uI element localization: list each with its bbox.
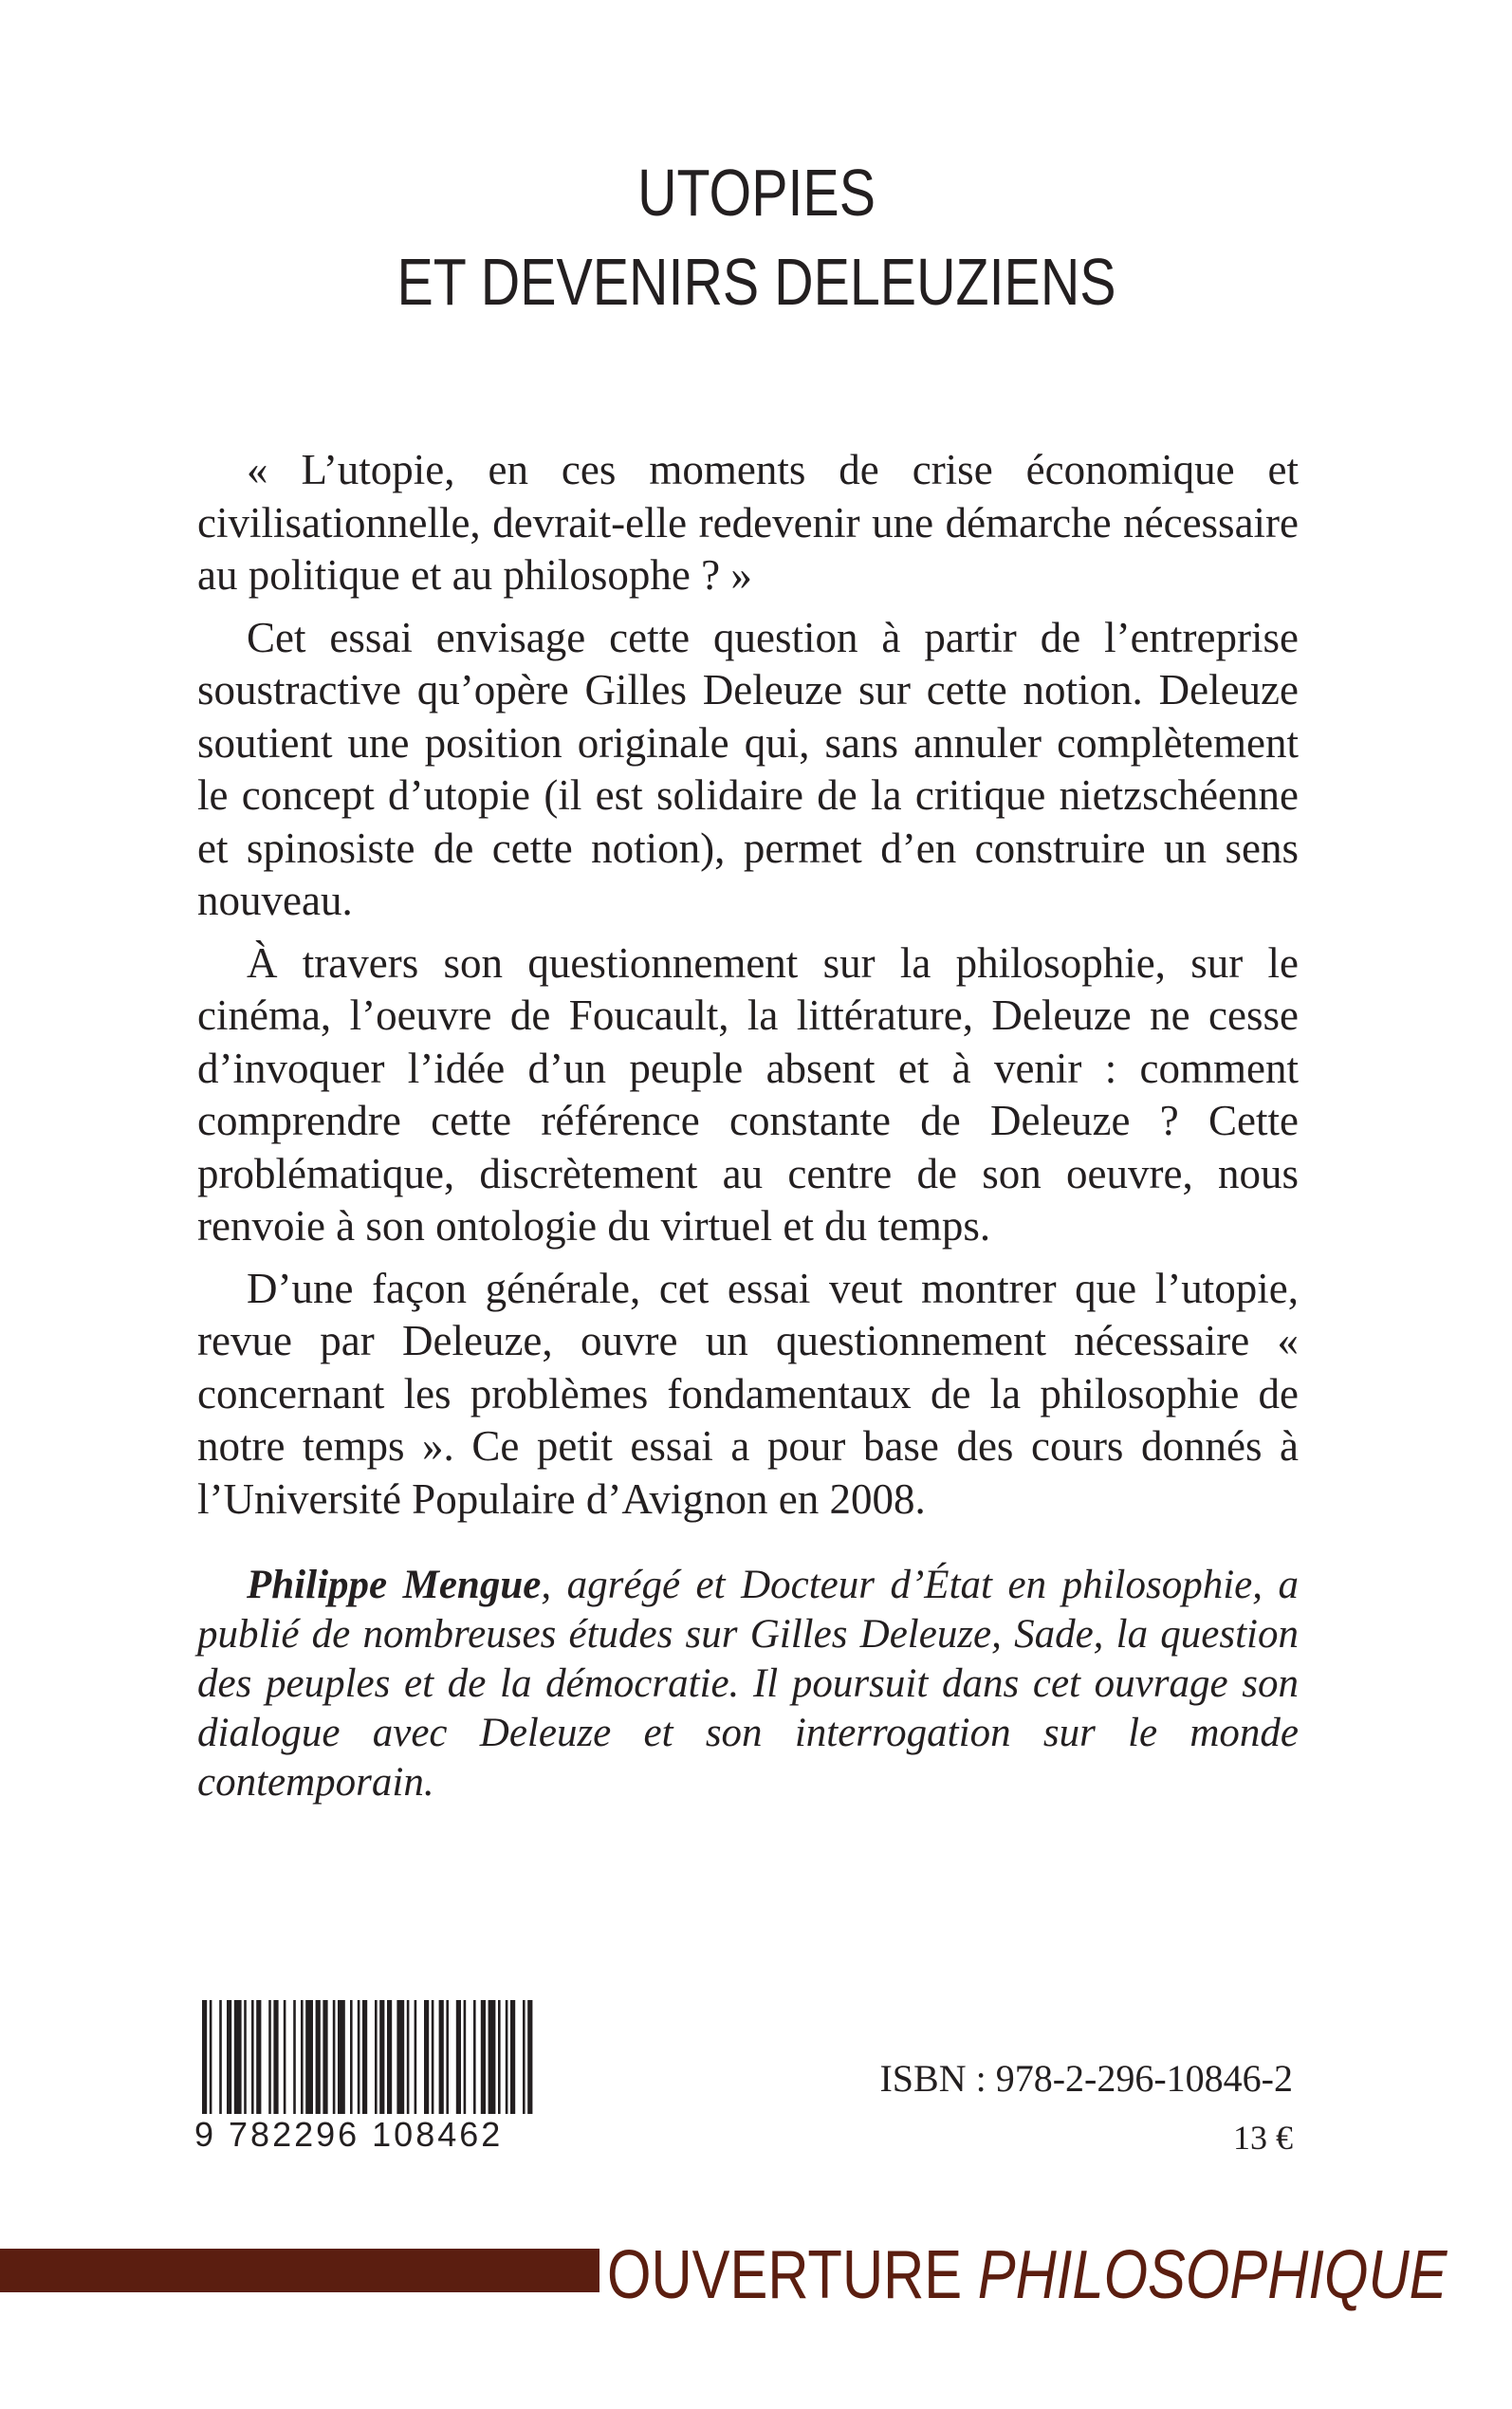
- barcode-bar: [219, 2000, 222, 2114]
- barcode-bar: [439, 2000, 444, 2114]
- barcode-bars: [194, 2000, 544, 2114]
- collection-bar: [0, 2249, 599, 2292]
- blurb-paragraph-3: À travers son questionnement sur la philosophie, sur le cinéma, l’oeuvre de Foucault, la littérature, Deleuze ne cesse d’invoquer l’idée d’un peuple absent et à venir : comment comprendre cette référence constante de Deleuze ? Cette problématique, discrètement au centre de son oeuvre, nous renvoie à son ontologie du virtuel et du temps.: [197, 938, 1299, 1250]
- barcode-bar: [301, 2000, 304, 2114]
- barcode-bar: [305, 2000, 313, 2114]
- collection-name-part-1: OUVERTURE: [607, 2237, 978, 2313]
- barcode-bar: [473, 2000, 476, 2114]
- barcode-bar: [523, 2000, 526, 2114]
- barcode-bar: [256, 2000, 261, 2114]
- barcode-bar: [234, 2000, 242, 2114]
- barcode-bar: [446, 2000, 449, 2114]
- barcode-bar: [510, 2000, 515, 2114]
- author-bio: [197, 1561, 1299, 1807]
- isbn: ISBN : 978-2-296-10846-2: [879, 2057, 1293, 2100]
- barcode-bar: [432, 2000, 434, 2114]
- book-title-line-2: ET DEVENIRS DELEUZIENS: [396, 245, 1116, 319]
- barcode-digits: 9 782296 108462: [194, 2114, 544, 2156]
- barcode-bar: [362, 2000, 367, 2114]
- barcode-bar: [489, 2000, 496, 2114]
- barcode-bar: [396, 2000, 404, 2114]
- barcode-bar: [323, 2000, 327, 2114]
- book-title-line-1: UTOPIES: [637, 156, 876, 230]
- barcode-bar: [251, 2000, 254, 2114]
- barcode-bar: [284, 2000, 286, 2114]
- barcode-bar: [358, 2000, 360, 2114]
- barcode-bar: [498, 2000, 501, 2114]
- collection-name: [607, 2237, 1447, 2313]
- barcode-bar: [293, 2000, 296, 2114]
- blurb-paragraph-1: « L’utopie, en ces moments de crise économique et civilisationnelle, devrait-elle redevenir une démarche nécessaire au politique et au philosophe ? »: [197, 446, 1299, 599]
- barcode-bar: [481, 2000, 486, 2114]
- barcode-bar: [273, 2000, 278, 2114]
- blurb-paragraph-4: D’une façon générale, cet essai veut montrer que l’utopie, revue par Deleuze, ouvre un questionnement nécessaire « concernant les problèmes fondamentaux de la philosophie de notre temps ». Ce petit essai a pour base des cours donnés à l’Université Populaire d’Avignon en 2008.: [197, 1264, 1299, 1523]
- barcode-bar: [415, 2000, 417, 2114]
- barcode-bar: [244, 2000, 247, 2114]
- barcode-bar: [506, 2000, 508, 2114]
- barcode-bar: [375, 2000, 378, 2114]
- collection-name-part-2-italic: PHILOSOPHIQUE: [977, 2237, 1447, 2313]
- barcode-bar: [456, 2000, 461, 2114]
- barcode-bar: [407, 2000, 410, 2114]
- price: 13 €: [1233, 2119, 1293, 2157]
- barcode-bar: [379, 2000, 384, 2114]
- barcode-bar: [268, 2000, 271, 2114]
- barcode-bar: [316, 2000, 321, 2114]
- barcode-bar: [424, 2000, 429, 2114]
- barcode-bar: [338, 2000, 345, 2114]
- barcode-bar: [333, 2000, 336, 2114]
- barcode-bar: [464, 2000, 467, 2114]
- barcode-bar: [350, 2000, 353, 2114]
- barcode: [194, 2000, 544, 2190]
- barcode-bar: [527, 2000, 532, 2114]
- barcode-bar: [210, 2000, 212, 2114]
- barcode-bar: [387, 2000, 392, 2114]
- barcode-bar: [202, 2000, 207, 2114]
- back-cover-blurb: [197, 444, 1299, 1535]
- author-bio-text: , agrégé et Docteur d’État en philosophie, a publié de nombreuses études sur Gilles Deleuze, Sade, la question des peuples et de la démocratie. Il poursuit dans cet ouvrage son dialogue avec Deleuze et son interrogation sur le monde contemporain.: [197, 1563, 1299, 1805]
- blurb-paragraph-2: Cet essai envisage cette question à partir de l’entreprise soustractive qu’opère Gilles Deleuze sur cette notion. Deleuze soutient une position originale qui, sans annuler complètement le concept d’utopie (il est solidaire de la critique nietzschéenne et spinosiste de cette notion), permet d’en construire un sens nouveau.: [197, 613, 1299, 924]
- barcode-bar: [227, 2000, 231, 2114]
- author-name: Philippe Mengue: [247, 1563, 542, 1607]
